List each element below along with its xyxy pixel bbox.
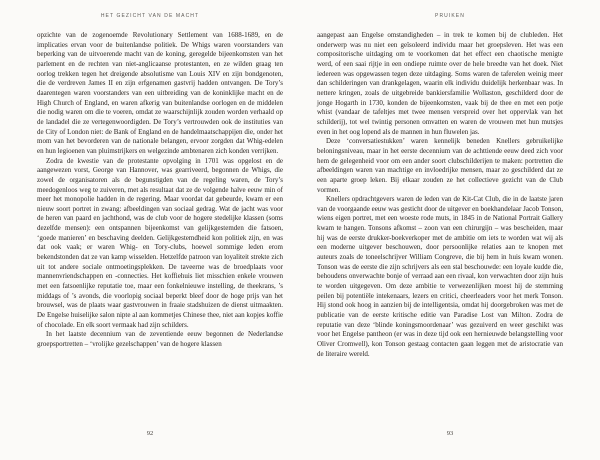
paragraph: In het laatste decennium van de zeventiende eeuw begonnen de Nederlandse groepsportretten – ‘vrolijke gezelschappen’ van de hogere klassen [37, 330, 283, 348]
page-number-left: 92 [146, 430, 154, 437]
page-right [300, 0, 600, 460]
paragraph: aangepast aan Engelse omstandigheden – in trek te komen bij de clubleden. Het onderwerp was nu niet een geïsoleerd individu maar het groepsleven. Het was een compositorische uitdaging om te voorkomen dat het effect een chaotische menigte werd, of een saai rijtje in een ondiepe ruimte over de hele breedte van het doek. Niet iedereen was opgewassen tegen deze uitdaging. Soms waren de taferelen weinig meer dan schilderingen van drankgelagen, waarin elk individu duidelijk herkenbaar was. In nettere kringen, zoals de uitgebreide bankiersfamilie Wollaston, geschilderd door de jonge Hogarth in 1730, konden de bijeenkomsten, vaak bij de thee en met een potje whist (vandaar de tafeltjes met twee mensen verspreid over het oppervlak van het schilderij), tot wel twintig personen omvatten en waren de vrouwen met hun mutsjes even in het oog lopend als de mannen in hun fluwelen jas. [317, 31, 563, 136]
page-number-right: 93 [446, 430, 454, 437]
running-head-right: PRUIKEN [435, 13, 465, 19]
body-text-left [37, 31, 283, 350]
paragraph: Zodra de kwestie van de protestante opvolging in 1701 was opgelost en de aangewezen vorst, George van Hannover, was gearriveerd, begonnen de Whigs, die zowel de organisatoren als de begunstigden van de regeling waren, de Tory’s meedogenloos weg te zuiveren, met als resultaat dat ze de volgende halve eeuw min of meer het monopolie hadden in de regering. Maar voordat dat gebeurde, kwam er een nieuw soort portret in zwang: afbeeldingen van sociaal gedrag. Wat de jacht was voor de heren van paard en jachthond, was de club voor de hogere stedelijke klassen (soms dezelfde mensen): een ontspannen bijeenkomst van gelijkgestemden die fatsoen, ‘goede manieren’ en beschaving deelden. Gelijkgestemdheid kon politiek zijn, en was dat ook vaak; er waren Whig- en Tory-clubs, hoewel sommige leden erom bekendstonden dat ze van kamp wisselden. Hetzelfde patroon van loyaliteit strekte zich uit tot andere sociale ontmoetingsplekken. De taveerne was de broedplaats voor mannenvriendschappen en -connecties. Het koffiehuis liet misschien enkele vrouwen met een fatsoenlijke reputatie toe, maar een fonkelnieuwe instelling, de theekrans, ’s middags of ’s avonds, die voorlopig sociaal beperkt bleef door de hoge prijs van het brouwsel, was de plaats waar gastvrouwen in fraaie stadshuizen de dienst uitmaakten. De Engelse huiselijke salon nipte al aan kommetjes Chinese thee, niet aan kopjes koffie of chocolade. En elk soort vermaak had zijn schilders. [37, 156, 283, 329]
paragraph: Knellers opdrachtgevers waren de leden van de Kit-Cat Club, die in de laatste jaren van de voorgaande eeuw was gesticht door de uitgever en boekhandelaar Jacob Tonson, wiens eigen portret, met een woeste rode muts, in 1845 in de National Portrait Gallery kwam te hangen. Tonsons afkomst – zoon van een chirurgijn – was bescheiden, maar hij was de eerste drukker-boekverkoper met de ambitie om iets te worden wat wij als een moderne uitgever beschouwen, door persoonlijke relaties aan te knopen met auteurs zoals de toneelschrijver William Congreve, die bij hem in huis kwam wonen. Tonson was de eerste die zijn schrijvers als een stal beschouwde: een loyale kudde die, behoudens onverwachte bonje of verraad aan een rivaal, kon verwachten door zijn huis te worden uitgegeven. Om deze ambitie te verwezenlijken moest hij de stemming peilen bij potentiële intekenaars, lezers en critici, cheerleaders voor het merk Tonson. Hij stond ook hoog in aanzien bij de intelligentsia, omdat hij doorgebroken was met de publicatie van de eerste kritische editie van Paradise Lost van Milton. Zodra de reputatie van deze ‘blinde koningsmoordenaar’ was gezuiverd en weer geschikt was voor het Engelse pantheon (er was in deze tijd ook een hernieuwde belangstelling voor Oliver Cromwell), kon Tonson gestaag contacten gaan leggen met de aristocratie van de literaire wereld. [317, 195, 563, 358]
paragraph: opzichte van de zogenoemde Revolutionary Settlement van 1688-1689, en de implicaties ervan voor de buitenlandse politiek. De Whigs waren voorstanders van beperking van de uitvoerende macht van de koning, geregelde bijeenkomsten van het parlement en de rechten van niet-anglicaanse protestanten, en ze wilden graag ten oorlog trekken tegen het dreigende absolutisme van Louis XIV en zijn bondgenoten, die de verdreven James II en zijn erfgenamen gastvrij hadden ontvangen. De Tory’s daarentegen waren voorstanders van een uitbreiding van de koninklijke macht en de High Church of England, en waren afkerig van buitenlandse oorlogen en de middelen die nodig waren om die te voeren, omdat ze waarschijnlijk zouden worden verhaald op de landadel die ze vertegenwoordigden. De Tory’s vertrouwden ook de instituties van de City of London niet: de Bank of England en de handelmaatschappijen die, onder het mom van het bevorderen van de nationale belangen, ervoor zorgden dat Whig-edelen en hun legioenen van pluimstrijkers en welgezinde ambtenaren zich konden verrijken. [37, 31, 283, 155]
body-text-right [317, 31, 563, 359]
paragraph: Deze ‘conversatiestukken’ waren kennelijk beneden Knellers gebruikelijke beloningsniveau, maar in het eerste decennium van de achttiende eeuw deed zich voor hem de gelegenheid voor om een ander soort clubschilderijen te maken: portretten die afbeeldingen waren van machtige en invloedrijke mensen, maar zo geschilderd dat ze een aparte groep leken. Bij elkaar zouden ze het collectieve gezicht van de Club vormen. [317, 137, 563, 194]
running-head-left: HET GEZICHT VAN DE MACHT [100, 13, 200, 19]
